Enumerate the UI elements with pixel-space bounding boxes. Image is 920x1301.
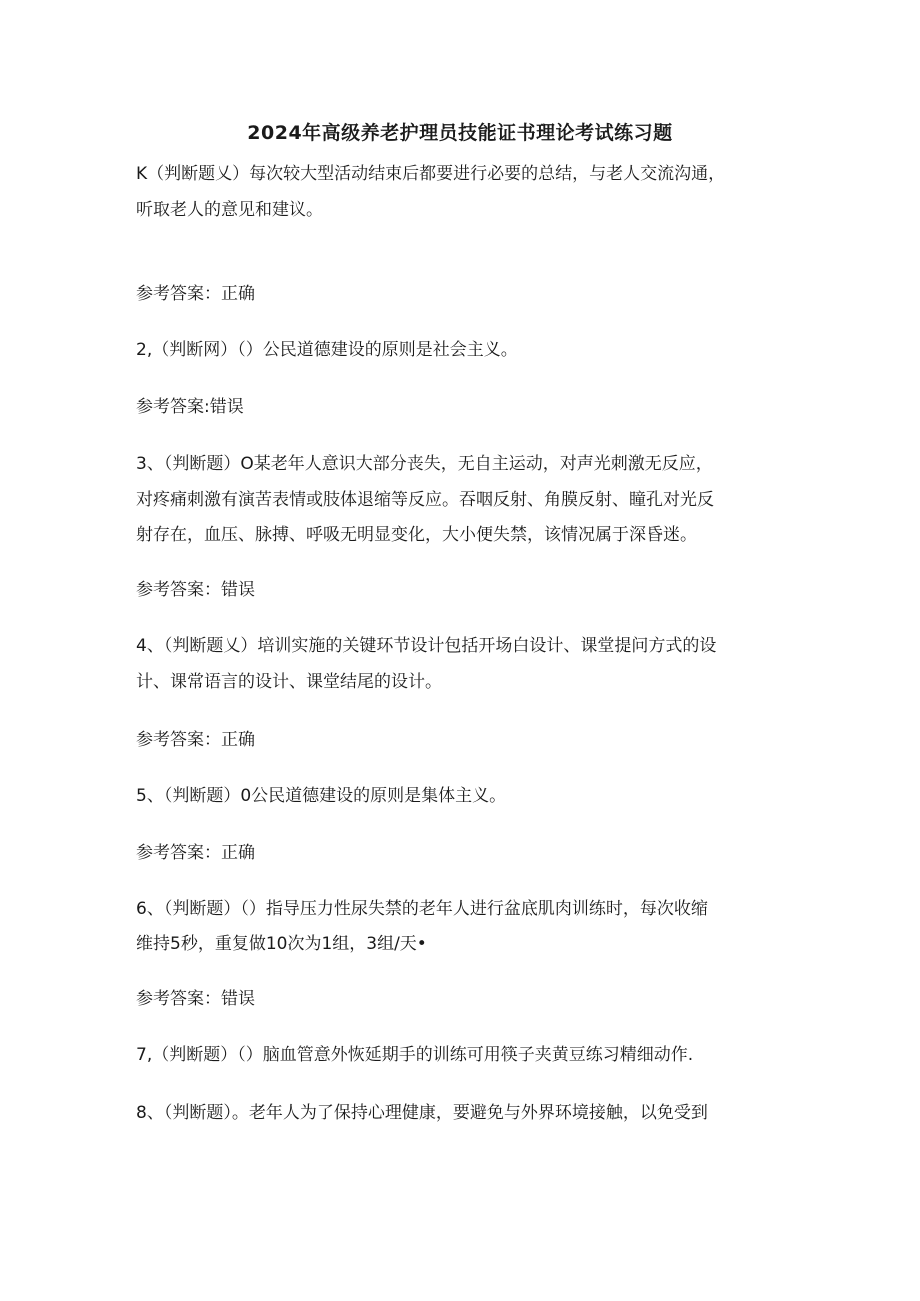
question-1-answer: 参考答案：正确 <box>136 284 255 304</box>
question-4-line-1: 4、（判断题乂）培训实施的关键环节设计包括开场白设计、课堂提问方式的设 <box>136 636 717 656</box>
question-6-answer: 参考答案：错误 <box>136 989 255 1009</box>
question-3-line-1: 3、（判断题）O某老年人意识大部分丧失，无自主运动，对声光刺激无反应， <box>136 454 713 474</box>
question-3-line-3: 射存在，血压、脉搏、呼吸无明显变化，大小便失禁，该情况属于深昏迷。 <box>136 525 697 545</box>
question-7-line-1: 7,（判断题）（）脑血管意外恢延期手的训练可用筷子夹黄豆练习精细动作. <box>136 1045 694 1065</box>
question-6-line-1: 6、（判断题）（）指导压力性尿失禁的老年人进行盆底肌肉训练时，每次收缩 <box>136 899 708 919</box>
question-3-line-2: 对疼痛刺激有演苦表情或肢体退缩等反应。吞咽反射、角膜反射、瞳孔对光反 <box>136 490 714 510</box>
question-4-line-2: 计、课常语言的设计、课堂结尾的设计。 <box>136 672 442 692</box>
question-5-answer: 参考答案：正确 <box>136 843 255 863</box>
question-8-line-1: 8、（判断题）。老年人为了保持心理健康，要避免与外界环境接触，以免受到 <box>136 1103 708 1123</box>
document-title: 2024年高级养老护理员技能证书理论考试练习题 <box>247 122 673 144</box>
question-2-answer: 参考答案:错误 <box>136 397 244 417</box>
question-1-line-1: K（判断题乂）每次较大型活动结束后都要进行必要的总结，与老人交流沟通， <box>136 164 726 184</box>
question-1-line-2: 听取老人的意见和建议。 <box>136 200 323 220</box>
question-3-answer: 参考答案：错误 <box>136 580 255 600</box>
question-4-answer: 参考答案：正确 <box>136 730 255 750</box>
question-5-line-1: 5、（判断题）0公民道德建设的原则是集体主义。 <box>136 786 507 806</box>
question-6-line-2: 维持5秒，重复做10次为1组，3组/天• <box>136 934 427 954</box>
question-2-line-1: 2,（判断网）（）公民道德建设的原则是社会主义。 <box>136 340 518 360</box>
